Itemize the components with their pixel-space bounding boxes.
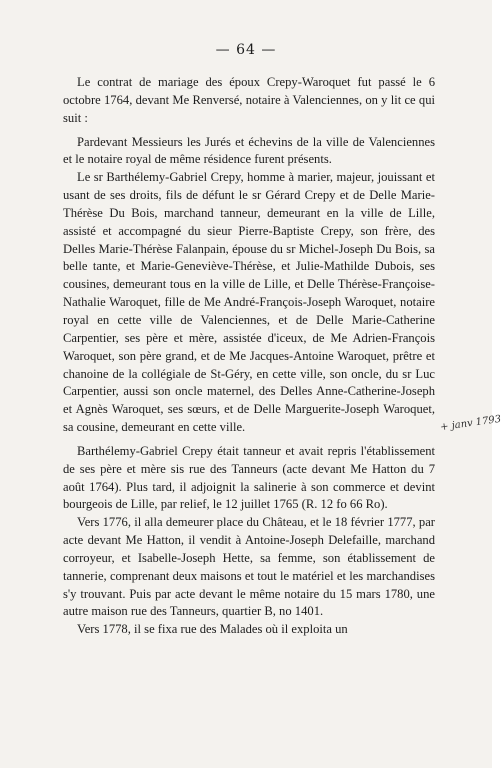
handwritten-margin-note: + janv 1793: [439, 413, 502, 434]
paragraph-move-1776: Vers 1776, il alla demeurer place du Château, et le 18 février 1777, par acte devant Me Hatton, il vendit à Antoine-Joseph Delefaille, marchand corroyeur, et Isabelle-Joseph Hette, sa femme, son établissement de tannerie, comprenant deux maisons et tout le matériel et les marchandises s'y trouvant. Puis par acte devant le même notaire du 15 mars 1780, une autre maison rue des Tanneurs, quartier B, no 1401.: [63, 515, 435, 619]
paragraph-contract-intro: Le contrat de mariage des époux Crepy-Waroquet fut passé le 6 octobre 1764, devant Me Renversé, notaire à Valenciennes, on y lit ce qui suit :: [63, 75, 435, 125]
paragraph-move-1778: Vers 1778, il se fixa rue des Malades où il exploita un: [77, 622, 348, 637]
paragraph-tannery: Barthélemy-Gabriel Crepy était tanneur et avait repris l'établissement de ses père et mère sis rue des Tanneurs (acte devant Me Hatton du 7 août 1764). Plus tard, il adjoignit la salinerie à son commerce et devint bourgeois de Lille, par relief, le 12 juillet 1765 (R. 12 fo 66 Ro).: [63, 443, 435, 512]
paragraph-quote-opening: Pardevant Messieurs les Jurés et échevins de la ville de Valenciennes et le notaire royal de même résidence furent présents.: [63, 134, 435, 167]
body-text: [63, 74, 435, 639]
paragraph-parties: Le sr Barthélemy-Gabriel Crepy, homme à marier, majeur, jouissant et usant de ses droits, fils de défunt le sr Gérard Crepy et de Delle Marie-Thérèse Du Bois, marchand tanneur, demeurant en la ville de Lille, assisté et accompagné du sieur Pierre-Baptiste Crepy, son frère, des Delles Marie-Thérèse Falanpain, épouse du sr Michel-Joseph Du Bois, sa belle tante, et Marie-Geneviève-Thérèse, et Julie-Mathilde Dubois, ses cousines, demeurant tous en la ville de Lille, et Delle Thérèse-Françoise-Nathalie Waroquet, fille de Me André-François-Joseph Waroquet, notaire royal en cette ville de Valenciennes, et de Delle Marie-Catherine Carpentier, ses père et mère, assistée d'iceux, de Me Adrien-François Waroquet, son père grand, et de Me Jacques-Antoine Waroquet, prêtre et chanoine de la collégiale de St-Géry, en cette ville, son oncle, du sr Luc Carpentier, aussi son oncle maternel, des Delles Anne-Catherine-Joseph et Agnès Waroquet, ses sœurs, et de Delle Marguerite-Joseph Waroquet, sa cousine, demeurant en cette ville.: [63, 170, 435, 435]
page-number: — 64 —: [215, 42, 277, 58]
